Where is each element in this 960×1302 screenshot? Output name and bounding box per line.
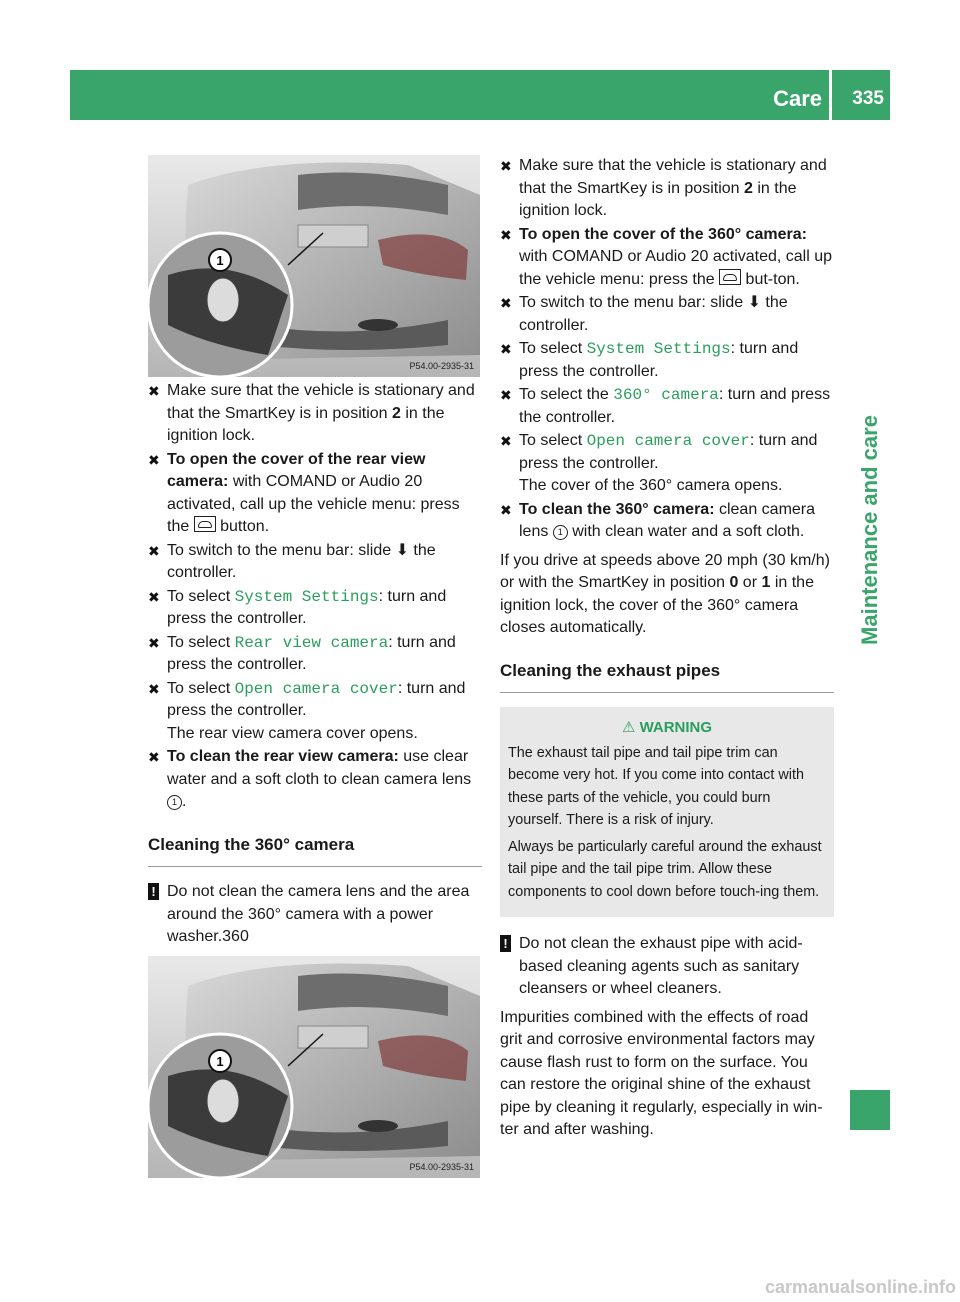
vehicle-menu-icon	[194, 516, 216, 532]
step-text: To select	[519, 340, 587, 357]
callout-1-label: 1	[216, 253, 224, 268]
menu-item-label: System Settings	[234, 587, 379, 606]
heading-cleaning-exhaust-pipes: Cleaning the exhaust pipes	[500, 660, 834, 694]
menu-item-label: System Settings	[586, 340, 731, 358]
warning-title-text: WARNING	[639, 719, 713, 736]
menu-item-label: Open camera cover	[234, 679, 398, 698]
heading-cleaning-360-camera: Cleaning the 360° camera	[148, 834, 482, 868]
step-menu-bar	[500, 292, 834, 337]
side-tab-marker	[850, 1090, 890, 1130]
step-text: .	[182, 793, 187, 810]
para-text: in the ignition lock, the cover of the 360° camera closes automatically.	[500, 574, 814, 636]
slide-down-icon: ⬇	[395, 541, 409, 559]
step-text: To select the	[519, 386, 614, 403]
note-text: Do not clean the camera lens and the area around the 360° camera with a power washer.360	[167, 883, 470, 945]
step-text: button.	[215, 518, 270, 535]
step-arrow-icon: ✖	[500, 341, 512, 357]
warning-box	[500, 707, 834, 917]
page-number: 335	[852, 88, 884, 109]
callout-1-icon: 1	[167, 795, 182, 810]
header-bar	[70, 70, 890, 120]
car-rear-illustration	[148, 956, 480, 1178]
warning-text: The exhaust tail pipe and tail pipe trim can become very hot. If you come into contact with these parts of the vehicle, you could burn yourself. There is a risk of injury.	[508, 744, 804, 828]
step-text: : turn and press the controller.	[167, 633, 456, 673]
step-arrow-icon: ✖	[148, 749, 160, 765]
slide-down-icon: ⬇	[747, 294, 761, 311]
step-arrow-icon: ✖	[500, 433, 512, 449]
step-text: : turn and press the controller.	[519, 340, 799, 380]
car-rear-illustration	[148, 155, 480, 377]
figure-rear-camera-1	[148, 155, 480, 377]
step-text: clean camera lens	[519, 500, 816, 540]
menu-item-label: 360° camera	[613, 386, 719, 404]
step-text: To select	[167, 679, 235, 697]
watermark: carmanualsonline.info	[764, 1277, 956, 1297]
step-arrow-icon: ✖	[148, 383, 160, 399]
step-text: the controller.	[167, 541, 436, 581]
step-arrow-icon: ✖	[500, 226, 512, 243]
step-text: : turn and press the controller.	[167, 679, 466, 719]
step-bold: To open the cover of the rear view camera:	[167, 450, 426, 490]
header-divider	[829, 70, 832, 120]
para-text: or	[738, 574, 762, 591]
step-open-camera-cover	[148, 678, 482, 746]
step-text: but-ton.	[741, 270, 800, 288]
step-text: To select	[167, 633, 235, 651]
note-acid-cleaners	[500, 933, 834, 1001]
step-bold: 2	[392, 404, 401, 422]
step-text: To select	[519, 432, 587, 449]
step-text: : turn and press the controller.	[167, 587, 447, 627]
step-system-settings	[500, 338, 834, 383]
callout-1-icon: 1	[553, 525, 568, 540]
step-stationary	[148, 380, 482, 448]
left-column	[148, 380, 482, 949]
step-text: : turn and press the controller.	[519, 432, 818, 472]
menu-item-label: Open camera cover	[586, 432, 750, 450]
exclamation-icon: !	[500, 935, 511, 952]
step-bold: 2	[744, 179, 753, 197]
step-bold: To clean the rear view camera:	[167, 748, 399, 765]
right-column	[500, 155, 834, 1148]
note-power-washer	[148, 881, 482, 949]
para-bold: 0	[729, 574, 739, 591]
step-text: with clean water and a soft cloth.	[567, 523, 805, 540]
step-text: with COMAND or Audio 20 activated, call up the vehicle menu: press the	[519, 248, 833, 288]
step-arrow-icon: ✖	[148, 680, 160, 697]
step-arrow-icon: ✖	[500, 501, 512, 518]
step-360-camera	[500, 384, 834, 429]
step-open-cover-360	[500, 224, 834, 292]
step-open-cover	[148, 449, 482, 539]
paragraph-flash-rust: Impurities combined with the effects of road grit and corrosive environmental factors may cause flash rust to form on the surface. You can restore the original shine of the exhaust pipe by cleaning it regularly, especially in win-ter and after washing.	[500, 1008, 823, 1138]
vehicle-menu-icon	[719, 269, 741, 285]
step-stationary	[500, 155, 834, 223]
para-bold: 1	[761, 574, 771, 591]
step-text: use clear water and a soft cloth to clean camera lens	[167, 748, 472, 788]
warning-title	[508, 717, 826, 740]
step-arrow-icon: ✖	[148, 542, 160, 559]
para-text: If you drive at speeds above 20 mph (30 km/h) or with the SmartKey in position	[500, 551, 830, 591]
step-menu-bar	[148, 540, 482, 585]
note-text: Do not clean the exhaust pipe with acid-based cleaning agents such as sanitary cleansers or wheel cleaners.	[519, 935, 803, 997]
step-text: : turn and press the controller.	[519, 386, 831, 426]
side-tab-text: Maintenance and care	[857, 415, 882, 645]
step-text: Make sure that the vehicle is stationary and that the SmartKey is in position	[167, 382, 475, 422]
figure-code: P54.00-2935-31	[409, 1162, 474, 1172]
step-text: To switch to the menu bar: slide	[519, 294, 748, 311]
step-arrow-icon: ✖	[500, 158, 512, 174]
step-rear-view-camera	[148, 632, 482, 677]
step-result: The cover of the 360° camera opens.	[519, 477, 783, 494]
step-system-settings	[148, 586, 482, 631]
menu-item-label: Rear view camera	[234, 633, 389, 652]
callout-1-label: 1	[216, 1054, 224, 1069]
step-text: Make sure that the vehicle is stationary and that the SmartKey is in position	[519, 157, 827, 197]
step-result: The rear view camera cover opens.	[167, 724, 418, 742]
step-open-camera-cover	[500, 430, 834, 498]
step-clean-360-camera	[500, 499, 834, 544]
figure-360-camera	[148, 956, 480, 1178]
step-text: To switch to the menu bar: slide	[167, 541, 396, 559]
exclamation-icon: !	[148, 883, 159, 900]
step-arrow-icon: ✖	[148, 634, 160, 651]
step-bold: To open the cover of the 360° camera:	[519, 225, 807, 243]
side-tab-label	[850, 385, 890, 675]
warning-triangle-icon: ⚠︎	[621, 719, 636, 736]
step-text: To select	[167, 587, 235, 605]
step-text: with COMAND or Audio 20 activated, call up the vehicle menu: press the	[167, 473, 460, 535]
step-arrow-icon: ✖	[148, 451, 160, 468]
step-text: in the ignition lock.	[167, 404, 445, 444]
step-bold: To clean the 360° camera:	[519, 500, 715, 518]
step-arrow-icon: ✖	[500, 387, 512, 403]
step-arrow-icon: ✖	[500, 295, 512, 311]
step-arrow-icon: ✖	[148, 588, 160, 605]
warning-text: Always be particularly careful around the exhaust tail pipe and the tail pipe trim. Allow these components to cool down before touch-ing them.	[508, 838, 822, 900]
step-clean-camera	[148, 746, 482, 814]
figure-code: P54.00-2935-31	[409, 361, 474, 371]
step-text: in the ignition lock.	[519, 179, 797, 219]
step-text: the controller.	[519, 294, 788, 334]
paragraph-auto-close	[500, 550, 834, 640]
section-title: Care	[773, 86, 822, 111]
